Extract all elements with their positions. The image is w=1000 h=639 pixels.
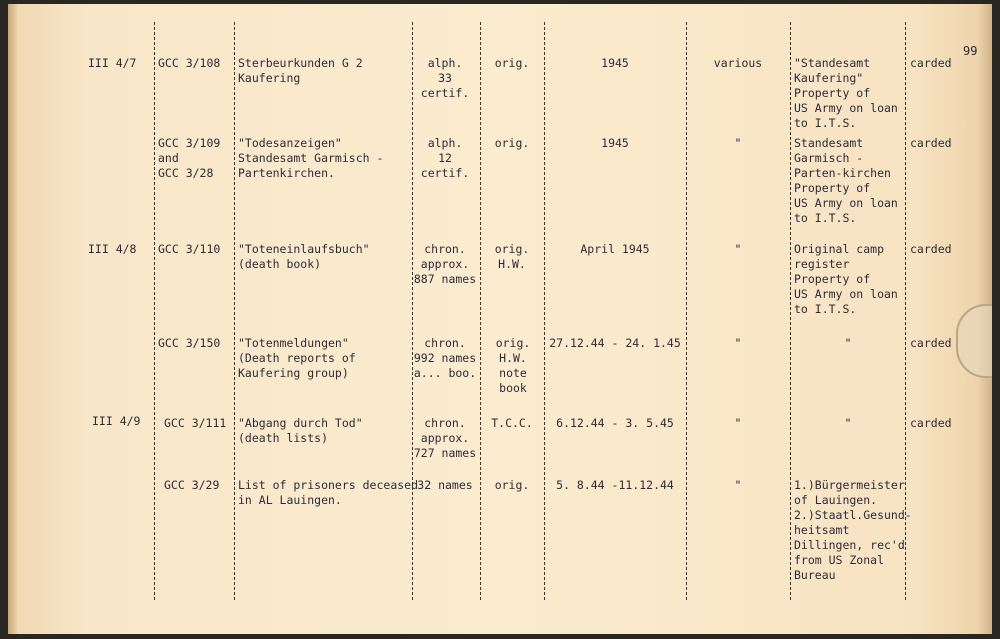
document-form: orig. H.W. note book bbox=[495, 336, 531, 395]
column-rule bbox=[154, 22, 155, 600]
card-status: carded bbox=[910, 56, 952, 70]
document-title: Sterbeurkunden G 2 Kaufering bbox=[238, 56, 363, 85]
gcc-number: GCC 3/29 bbox=[164, 478, 220, 492]
document-form: orig. H.W. bbox=[494, 242, 530, 271]
document-title: "Totenmeldungen" (Death reports of Kaufering group) bbox=[238, 336, 356, 380]
date-range: April 1945 bbox=[580, 242, 650, 256]
date-range: 1945 bbox=[601, 56, 629, 70]
column-rule bbox=[412, 22, 413, 600]
quantity: " bbox=[734, 136, 742, 150]
gcc-number: GCC 3/108 bbox=[158, 56, 221, 70]
date-range: 27.12.44 - 24. 1.45 bbox=[549, 336, 681, 350]
arrangement: alph. 12 certif. bbox=[420, 136, 470, 180]
arrangement: chron. approx. 727 names bbox=[413, 416, 477, 460]
column-rule bbox=[790, 22, 791, 600]
gcc-number: GCC 3/109 and GCC 3/28 bbox=[158, 136, 221, 180]
document-title: "Abgang durch Tod" (death lists) bbox=[238, 416, 363, 445]
card-status: carded bbox=[910, 136, 952, 150]
quantity: " bbox=[734, 478, 742, 492]
document-title: "Todesanzeigen" Standesamt Garmisch - Partenkirchen. bbox=[238, 136, 384, 180]
index-tab bbox=[956, 304, 992, 378]
source-location: Standesamt Garmisch - Parten-kirchen Property of US Army on loan to I.T.S. bbox=[794, 136, 898, 225]
column-rule bbox=[544, 22, 545, 600]
document-form: orig. bbox=[494, 136, 530, 150]
document-form: T.C.C. bbox=[491, 416, 533, 430]
document-title: "Toteneinlaufsbuch" (death book) bbox=[238, 242, 370, 271]
gcc-number: GCC 3/110 bbox=[158, 242, 221, 256]
document-form: orig. bbox=[494, 478, 530, 492]
arrangement: chron. approx. 887 names bbox=[413, 242, 477, 286]
arrangement: chron. 992 names a... boo. bbox=[413, 336, 477, 380]
card-status: carded bbox=[910, 242, 952, 256]
quantity: various bbox=[713, 56, 763, 70]
source-location: " bbox=[844, 416, 852, 430]
document-title: List of prisoners deceased in AL Lauingen. bbox=[238, 478, 419, 507]
column-rule bbox=[234, 22, 235, 600]
arrangement: alph. 33 certif. bbox=[420, 56, 470, 100]
card-status: carded bbox=[910, 336, 952, 350]
quantity: " bbox=[734, 416, 742, 430]
record-group-ref: III 4/7 bbox=[88, 56, 137, 70]
date-range: 6.12.44 - 3. 5.45 bbox=[556, 416, 674, 430]
ledger-page bbox=[8, 4, 992, 634]
gcc-number: GCC 3/150 bbox=[158, 336, 221, 350]
card-status: carded bbox=[910, 416, 952, 430]
source-location: "Standesamt Kaufering" Property of US Army on loan to I.T.S. bbox=[794, 56, 898, 130]
column-rule bbox=[480, 22, 481, 600]
record-group-ref: III 4/9 bbox=[92, 414, 141, 428]
quantity: " bbox=[734, 242, 742, 256]
quantity: " bbox=[734, 336, 742, 350]
binding-spine bbox=[8, 4, 18, 634]
source-location: Original camp register Property of US Army on loan to I.T.S. bbox=[794, 242, 898, 316]
document-form: orig. bbox=[494, 56, 530, 70]
arrangement: 32 names bbox=[417, 478, 473, 492]
date-range: 5. 8.44 -11.12.44 bbox=[556, 478, 674, 492]
record-group-ref: III 4/8 bbox=[88, 242, 137, 256]
column-rule bbox=[686, 22, 687, 600]
source-location: " bbox=[844, 336, 852, 350]
gcc-number: GCC 3/111 bbox=[164, 416, 227, 430]
page-number: 99 bbox=[963, 44, 978, 58]
source-location: 1.)Bürgermeister of Lauingen. 2.)Staatl.Gesund- heitsamt Dillingen, rec'd from US Zonal Bureau bbox=[794, 478, 912, 582]
date-range: 1945 bbox=[601, 136, 629, 150]
